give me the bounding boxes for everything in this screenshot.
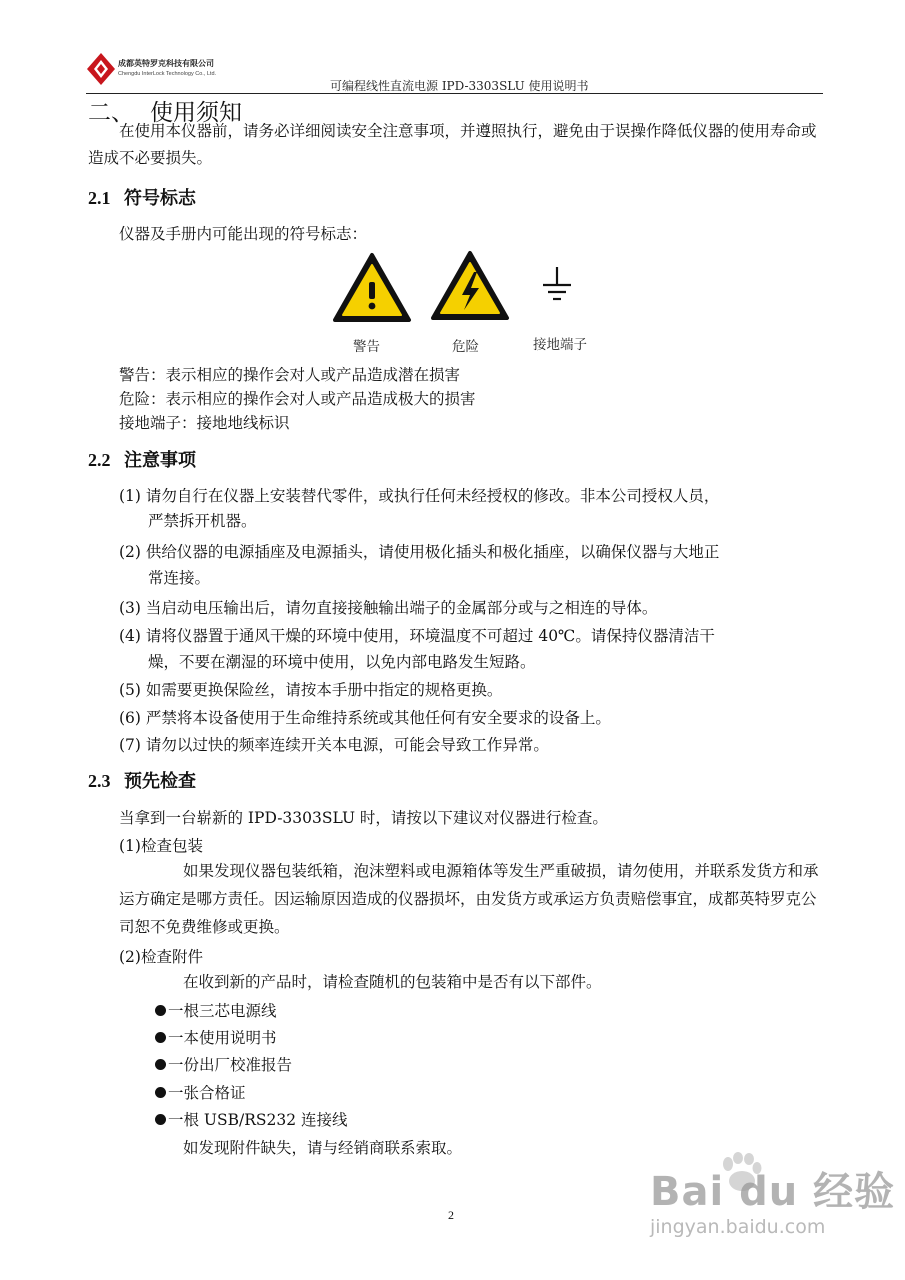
- accessories-intro: 在收到新的产品时，请检查随机的包装箱中是否有以下部件。: [183, 973, 602, 991]
- symbol-description: 危险：表示相应的操作会对人或产品造成极大的损害: [119, 390, 476, 408]
- symbol-description: 警告：表示相应的操作会对人或产品造成潜在损害: [119, 366, 461, 384]
- company-name-en: Chengdu InterLock Technology Co., Ltd.: [118, 71, 217, 77]
- symbol-label-ground: 接地端子: [533, 337, 587, 353]
- caution-item: (4) 请将仪器置于通风干燥的环境中使用，环境温度不可超过 40℃。请保持仪器清洁干: [119, 627, 715, 645]
- section-title: 使用须知: [150, 100, 242, 126]
- caution-item-continuation: 严禁拆开机器。: [148, 512, 257, 530]
- accessory-item: 一本使用说明书: [155, 1026, 277, 1048]
- page-number: 2: [448, 1208, 454, 1222]
- subsection-heading-2-2: 2.2 注意事项: [88, 450, 196, 471]
- bullet-icon: [155, 1005, 166, 1016]
- bullet-icon: [155, 1059, 166, 1070]
- company-logo: [86, 52, 116, 86]
- caution-item-continuation: 常连接。: [148, 569, 211, 587]
- symbols-intro: 仪器及手册内可能出现的符号标志：: [119, 225, 368, 243]
- caution-item-continuation: 燥，不要在潮湿的环境中使用，以免内部电路发生短路。: [148, 653, 536, 671]
- accessory-item: 一根 USB/RS232 连接线: [155, 1108, 348, 1130]
- accessory-item: 一根三芯电源线: [155, 999, 277, 1021]
- document-title: 可编程线性直流电源 IPD-3303SLU 使用说明书: [330, 79, 589, 93]
- section-number: 二、: [88, 100, 134, 126]
- company-name-cn: 成都英特罗克科技有限公司: [118, 59, 214, 68]
- accessory-item: 一张合格证: [155, 1081, 246, 1103]
- inspection-intro: 当拿到一台崭新的 IPD-3303SLU 时，请按以下建议对仪器进行检查。: [119, 809, 608, 827]
- accessories-outro: 如发现附件缺失，请与经销商联系索取。: [183, 1139, 463, 1157]
- symbol-description: 接地端子：接地地线标识: [119, 414, 290, 432]
- inspection-sub-heading: (2)检查附件: [119, 948, 203, 966]
- inspection-sub-heading: (1)检查包装: [119, 837, 203, 855]
- packaging-paragraph: 如果发现仪器包装纸箱，泡沫塑料或电源箱体等发生严重破损，请勿使用，并联系发货方和承运方确定是哪方责任。因运输原因造成的仪器损坏，由发货方或承运方负责赔偿事宜，成都英特罗克公司恕不免费维修或更换。: [119, 862, 819, 936]
- symbol-label-warning: 警告: [353, 339, 380, 355]
- watermark-url: jingyan.baidu.com: [650, 1216, 826, 1238]
- caution-item: (5) 如需要更换保险丝，请按本手册中指定的规格更换。: [119, 681, 503, 699]
- bullet-icon: [155, 1087, 166, 1098]
- caution-item: (6) 严禁将本设备使用于生命维持系统或其他任何有安全要求的设备上。: [119, 709, 611, 727]
- caution-item: (3) 当启动电压输出后，请勿直接接触输出端子的金属部分或与之相连的导体。: [119, 599, 658, 617]
- high-voltage-icon: [430, 250, 510, 322]
- symbol-label-danger: 危险: [452, 339, 479, 355]
- accessory-item: 一份出厂校准报告: [155, 1053, 292, 1075]
- caution-item: (7) 请勿以过快的频率连续开关本电源，可能会导致工作异常。: [119, 736, 549, 754]
- ground-terminal-icon: [538, 265, 576, 305]
- subsection-heading-2-3: 2.3 预先检查: [88, 771, 196, 792]
- caution-item: (2) 供给仪器的电源插座及电源插头，请使用极化插头和极化插座，以确保仪器与大地正: [119, 543, 720, 561]
- caution-item: (1) 请勿自行在仪器上安装替代零件，或执行任何未经授权的修改。非本公司授权人员，: [119, 487, 720, 505]
- bullet-icon: [155, 1114, 166, 1125]
- intro-paragraph: 在使用本仪器前，请务必详细阅读安全注意事项，并遵照执行，避免由于误操作降低仪器的使用寿命或造成不必要损失。: [88, 122, 817, 167]
- bullet-icon: [155, 1032, 166, 1043]
- warning-exclamation-icon: [332, 252, 412, 324]
- subsection-heading-2-1: 2.1 符号标志: [88, 188, 196, 209]
- watermark-brand: Bai du 经验: [650, 1169, 896, 1215]
